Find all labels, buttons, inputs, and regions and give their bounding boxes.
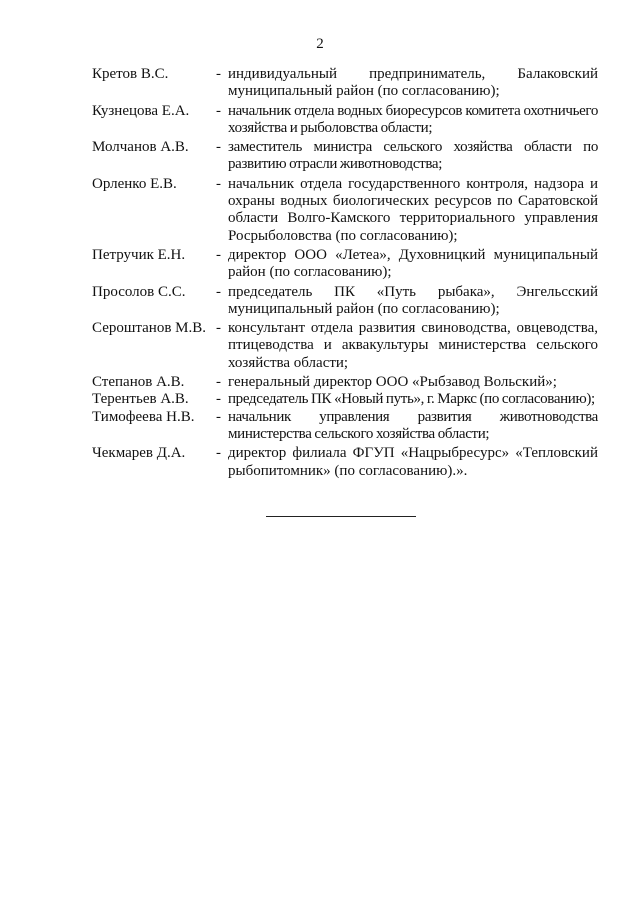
member-name: Петручик Е.Н. — [92, 246, 186, 263]
member-role: генеральный директор ООО «Рыбзавод Вольский»; — [228, 374, 557, 391]
member-entry-kretov — [92, 66, 598, 101]
member-role: директор ООО «Летеа», Духовницкий муниципальный район (по согласованию); — [228, 246, 598, 281]
member-entry-prosolov — [92, 284, 598, 319]
member-role: директор филиала ФГУП «Нацрыбресурс» «Тепловский рыбопитомник» (по согласованию).». — [228, 445, 598, 479]
member-dash: - — [216, 66, 221, 82]
member-role: председатель ПК «Путь рыбака», Энгельсский муниципальный район (по согласованию); — [228, 283, 598, 317]
member-dash: - — [216, 408, 221, 425]
member-role: консультант отдела развития свиноводства, овцеводства, птицеводства и аквакультуры министерства сельского хозяйства области; — [228, 320, 598, 371]
member-name: Чекмарев Д.А. — [92, 445, 186, 462]
member-name: Кретов В.С. — [92, 66, 169, 82]
end-of-list-divider — [266, 516, 416, 517]
member-name: Молчанов А.В. — [92, 139, 189, 156]
member-role: председатель ПК «Новый путь», г. Маркс (по согласованию); — [228, 391, 595, 408]
member-name: Просолов С.С. — [92, 283, 186, 300]
member-role: индивидуальный предприниматель, Балаковский муниципальный район (по согласованию); — [228, 66, 598, 100]
member-role: начальник отдела государственного контроля, надзора и охраны водных биологических ресурсов по Саратовской области Волго-Камского территориального управления Росрыболовства (по согласованию); — [228, 175, 598, 244]
member-name: Тимофеева Н.В. — [92, 408, 195, 425]
member-name: Степанов А.В. — [92, 374, 185, 391]
member-dash: - — [216, 139, 221, 156]
member-dash: - — [216, 374, 221, 391]
member-dash: - — [216, 283, 221, 300]
member-entry-chekmarev — [92, 445, 598, 480]
member-name: Терентьев А.В. — [92, 391, 189, 408]
member-entry-seroshtanov — [92, 320, 598, 372]
member-name: Кузнецова Е.А. — [92, 102, 190, 119]
member-dash: - — [216, 175, 221, 192]
member-entry-petruchik — [92, 247, 598, 282]
member-name: Сероштанов М.В. — [92, 320, 206, 337]
member-entry-stepanov — [92, 374, 598, 391]
member-role: начальник управления развития животноводства министерства сельского хозяйства области; — [228, 408, 598, 442]
member-name: Орленко Е.В. — [92, 175, 177, 192]
member-dash: - — [216, 102, 221, 119]
member-entry-kuznetsova — [92, 103, 598, 138]
member-dash: - — [216, 391, 221, 408]
member-role: заместитель министра сельского хозяйства области по развитию отрасли животноводства; — [228, 139, 598, 173]
member-entry-orlenko — [92, 176, 598, 245]
committee-members-list — [92, 66, 598, 482]
page-number: 2 — [316, 36, 324, 52]
member-entry-terentyev — [92, 391, 598, 408]
member-dash: - — [216, 246, 221, 263]
member-role: начальник отдела водных биоресурсов комитета охотничьего хозяйства и рыболовства области; — [228, 102, 598, 136]
member-entry-timofeeva — [92, 409, 598, 444]
member-dash: - — [216, 445, 221, 462]
member-entry-molchanov — [92, 139, 598, 174]
member-dash: - — [216, 320, 221, 337]
